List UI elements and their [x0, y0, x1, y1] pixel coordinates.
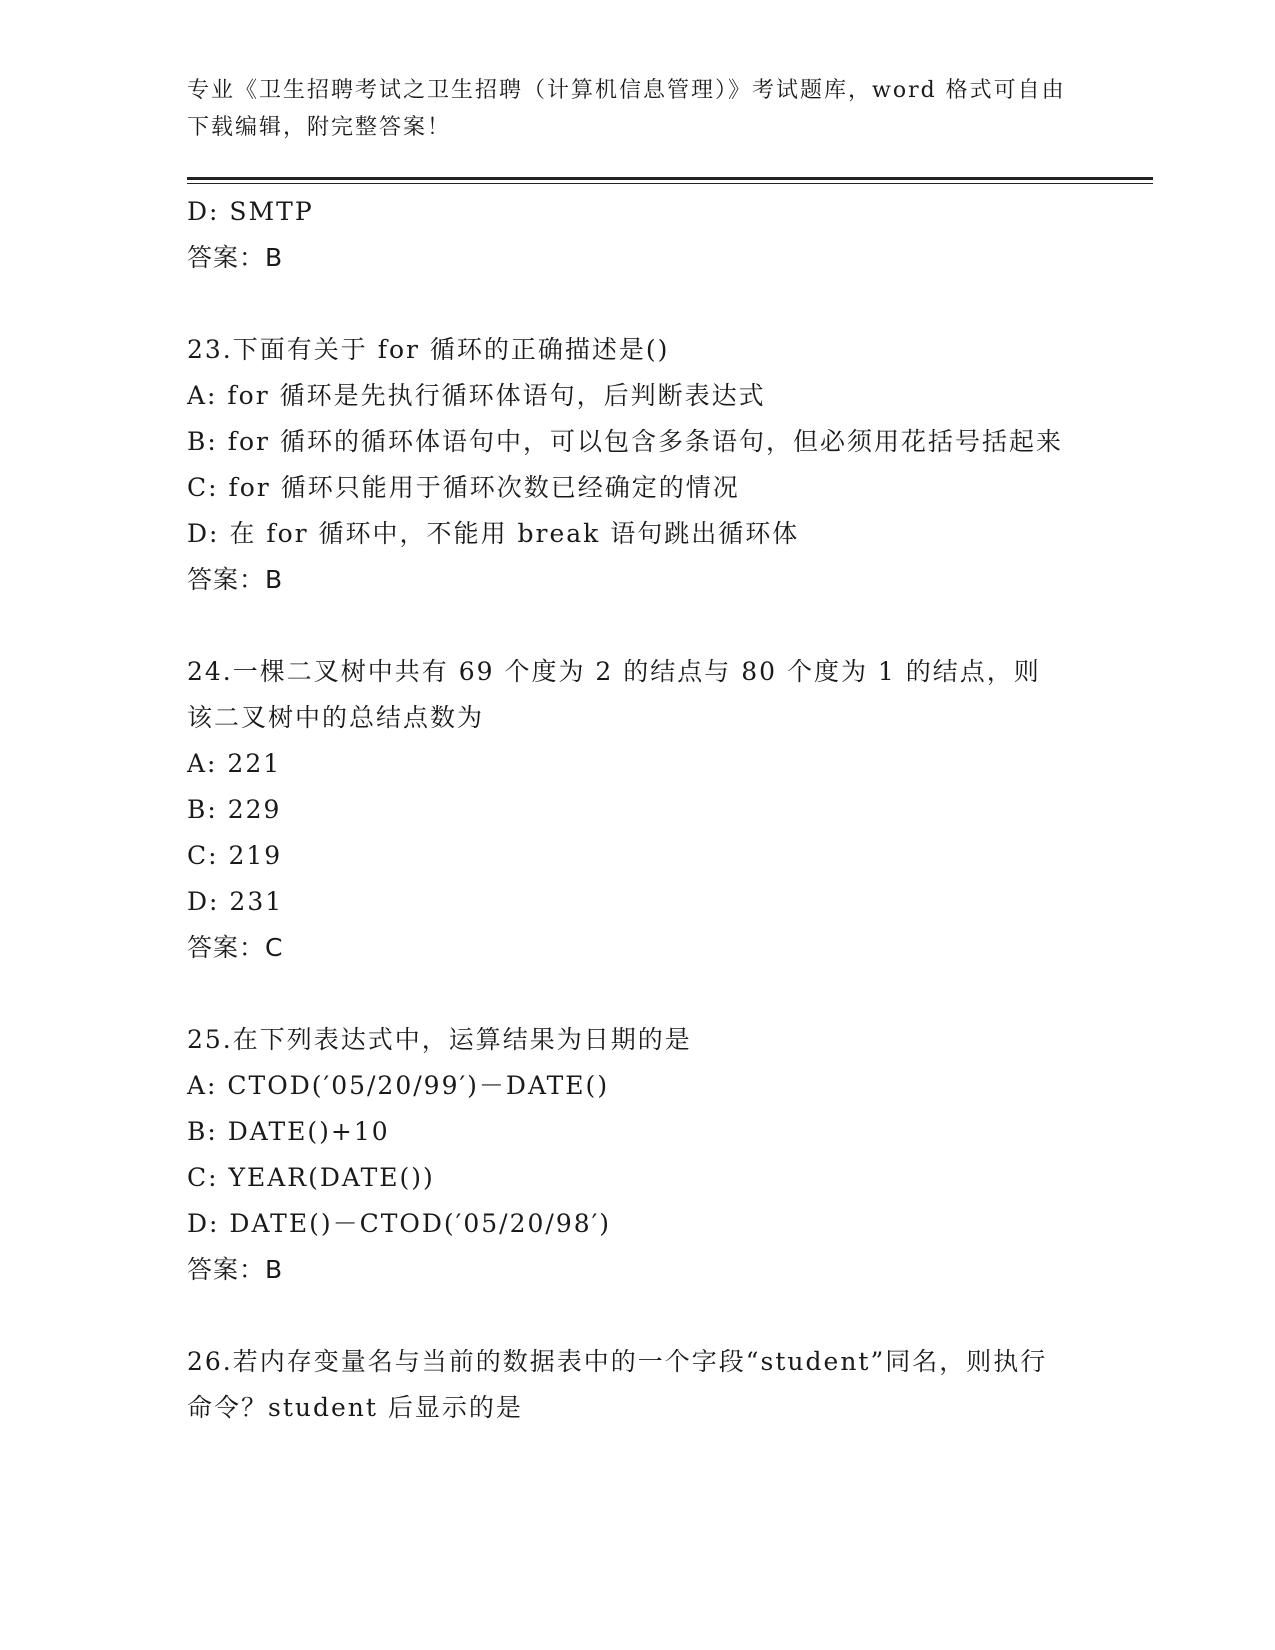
- spacer: [187, 281, 1067, 327]
- header-divider-thick: [187, 177, 1153, 180]
- question-stem: 23.下面有关于 for 循环的正确描述是(): [187, 335, 670, 364]
- question-stem: 26.若内存变量名与当前的数据表中的一个字段“student”同名，则执行命令？student 后显示的是: [187, 1347, 1048, 1422]
- answer-line: 答案：B: [187, 243, 284, 272]
- answer-line: 答案：B: [187, 565, 284, 594]
- option-a: A: CTOD(′05/20/99′)－DATE(): [187, 1071, 610, 1100]
- header-divider-thin: [187, 183, 1153, 184]
- option-b: B: for 循环的循环体语句中，可以包含多条语句，但必须用花括号括起来: [187, 427, 1063, 456]
- question-content: [187, 189, 1067, 1431]
- option-b: B: DATE()+10: [187, 1117, 390, 1146]
- option-c: C: YEAR(DATE()): [187, 1163, 435, 1192]
- spacer: [187, 1293, 1067, 1339]
- option-d: D: 在 for 循环中，不能用 break 语句跳出循环体: [187, 519, 800, 548]
- spacer: [187, 971, 1067, 1017]
- option-d: D: 231: [187, 887, 284, 916]
- option-d: D: DATE()－CTOD(′05/20/98′): [187, 1209, 612, 1238]
- question-stem: 24.一棵二叉树中共有 69 个度为 2 的结点与 80 个度为 1 的结点，则该二叉树中的总结点数为: [187, 657, 1041, 732]
- question-stem: 25.在下列表达式中，运算结果为日期的是: [187, 1025, 692, 1054]
- option-a: A: for 循环是先执行循环体语句，后判断表达式: [187, 381, 766, 410]
- document-header: 专业《卫生招聘考试之卫生招聘（计算机信息管理）》考试题库，word 格式可自由下载编辑，附完整答案！: [187, 78, 1066, 140]
- option-b: B: 229: [187, 795, 282, 824]
- option-c: C: 219: [187, 841, 283, 870]
- option-d: D: SMTP: [187, 197, 314, 226]
- answer-line: 答案：C: [187, 933, 284, 962]
- option-a: A: 221: [187, 749, 282, 778]
- option-c: C: for 循环只能用于循环次数已经确定的情况: [187, 473, 740, 502]
- answer-line: 答案：B: [187, 1255, 284, 1284]
- spacer: [187, 603, 1067, 649]
